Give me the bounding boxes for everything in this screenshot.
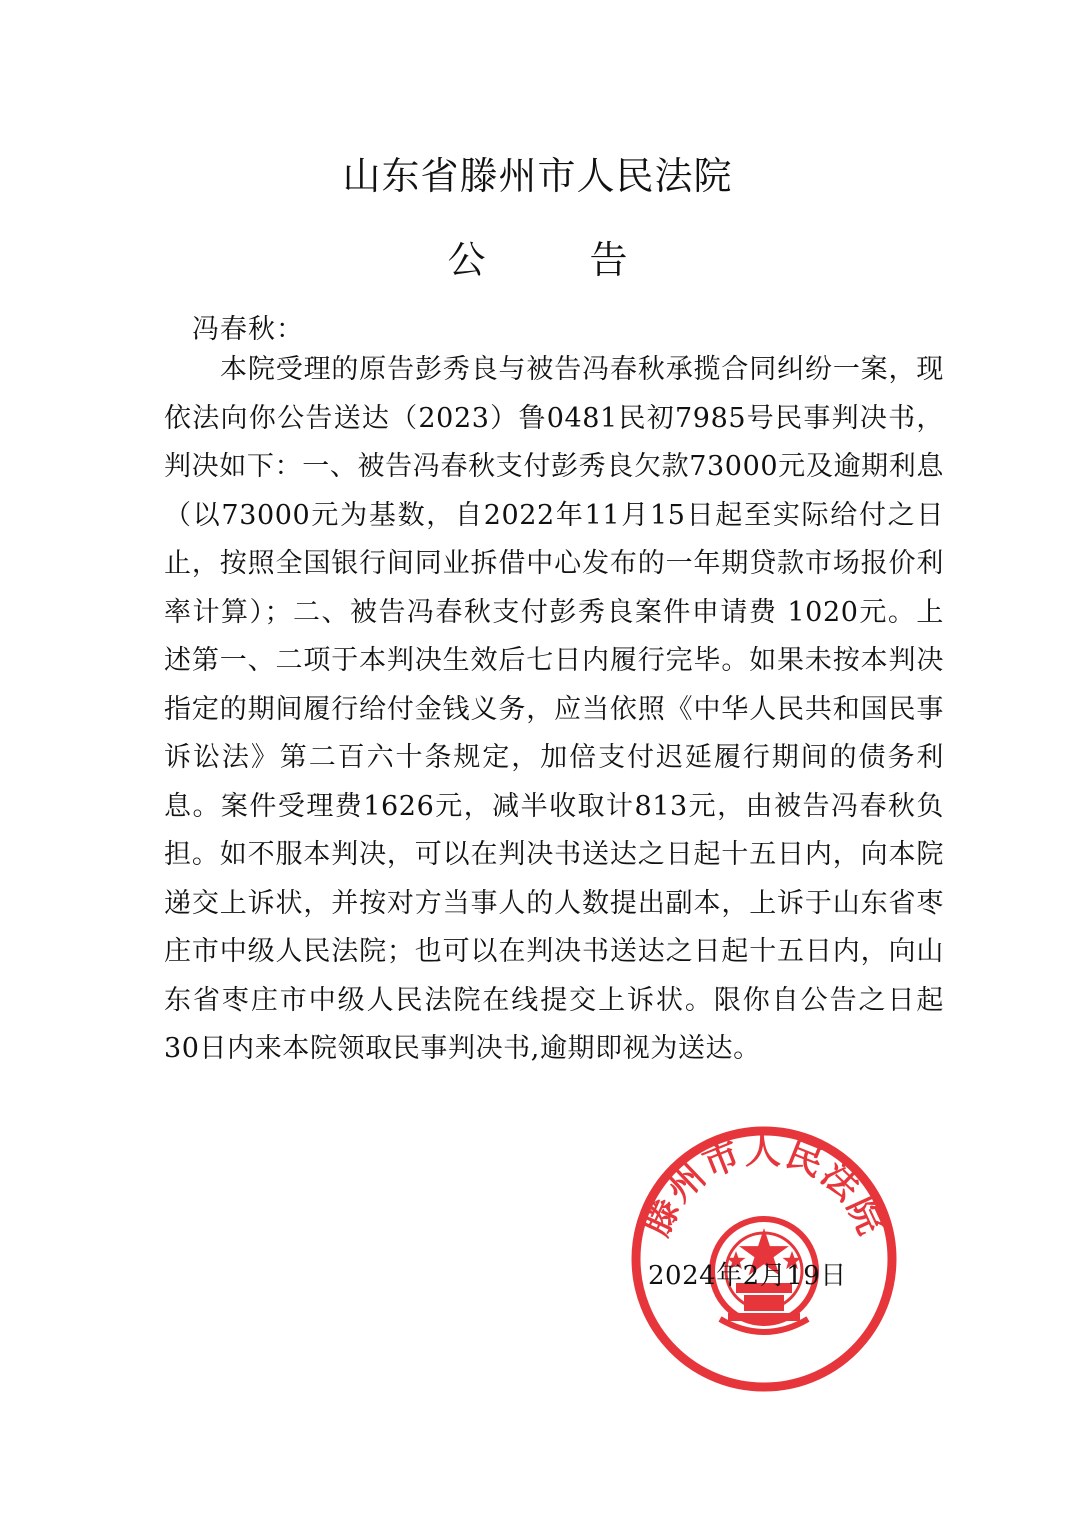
court-name-heading: 山东省滕州市人民法院: [342, 154, 733, 198]
addressee: 冯春秋：: [192, 314, 304, 345]
document-type-heading: 公 告: [447, 238, 628, 282]
notice-body: 本院受理的原告彭秀良与被告冯春秋承揽合同纠纷一案，现依法向你公告送达（2023）鲁0481民初7985号民事判决书，判决如下：一、被告冯春秋支付彭秀良欠款73000元及逾期利息（以73000元为基数，自2022年11月15日起至实际给付之日止，按照全国银行间同业拆借中心发布的一年期贷款市场报价利率计算）；二、被告冯春秋支付彭秀良案件申请费 1020元。上述第一、二项于本判决生效后七日内履行完毕。如果未按本判决指定的期间履行给付金钱义务，应当依照《中华人民共和国民事诉讼法》第二百六十条规定，加倍支付迟延履行期间的债务利息。案件受理费1626元，减半收取计813元，由被告冯春秋负担。如不服本判决，可以在判决书送达之日起十五日内，向本院递交上诉状，并按对方当事人的人数提出副本，上诉于山东省枣庄市中级人民法院；也可以在判决书送达之日起十五日内，向山东省枣庄市中级人民法院在线提交上诉状。限你自公告之日起30日内来本院领取民事判决书,逾期即视为送达。: [164, 354, 944, 1064]
svg-text:滕州市人民法院: [636, 1131, 892, 1242]
seal-text: 滕州市人民法院: [636, 1131, 892, 1243]
notice-date: 2024年2月19日: [648, 1261, 847, 1291]
